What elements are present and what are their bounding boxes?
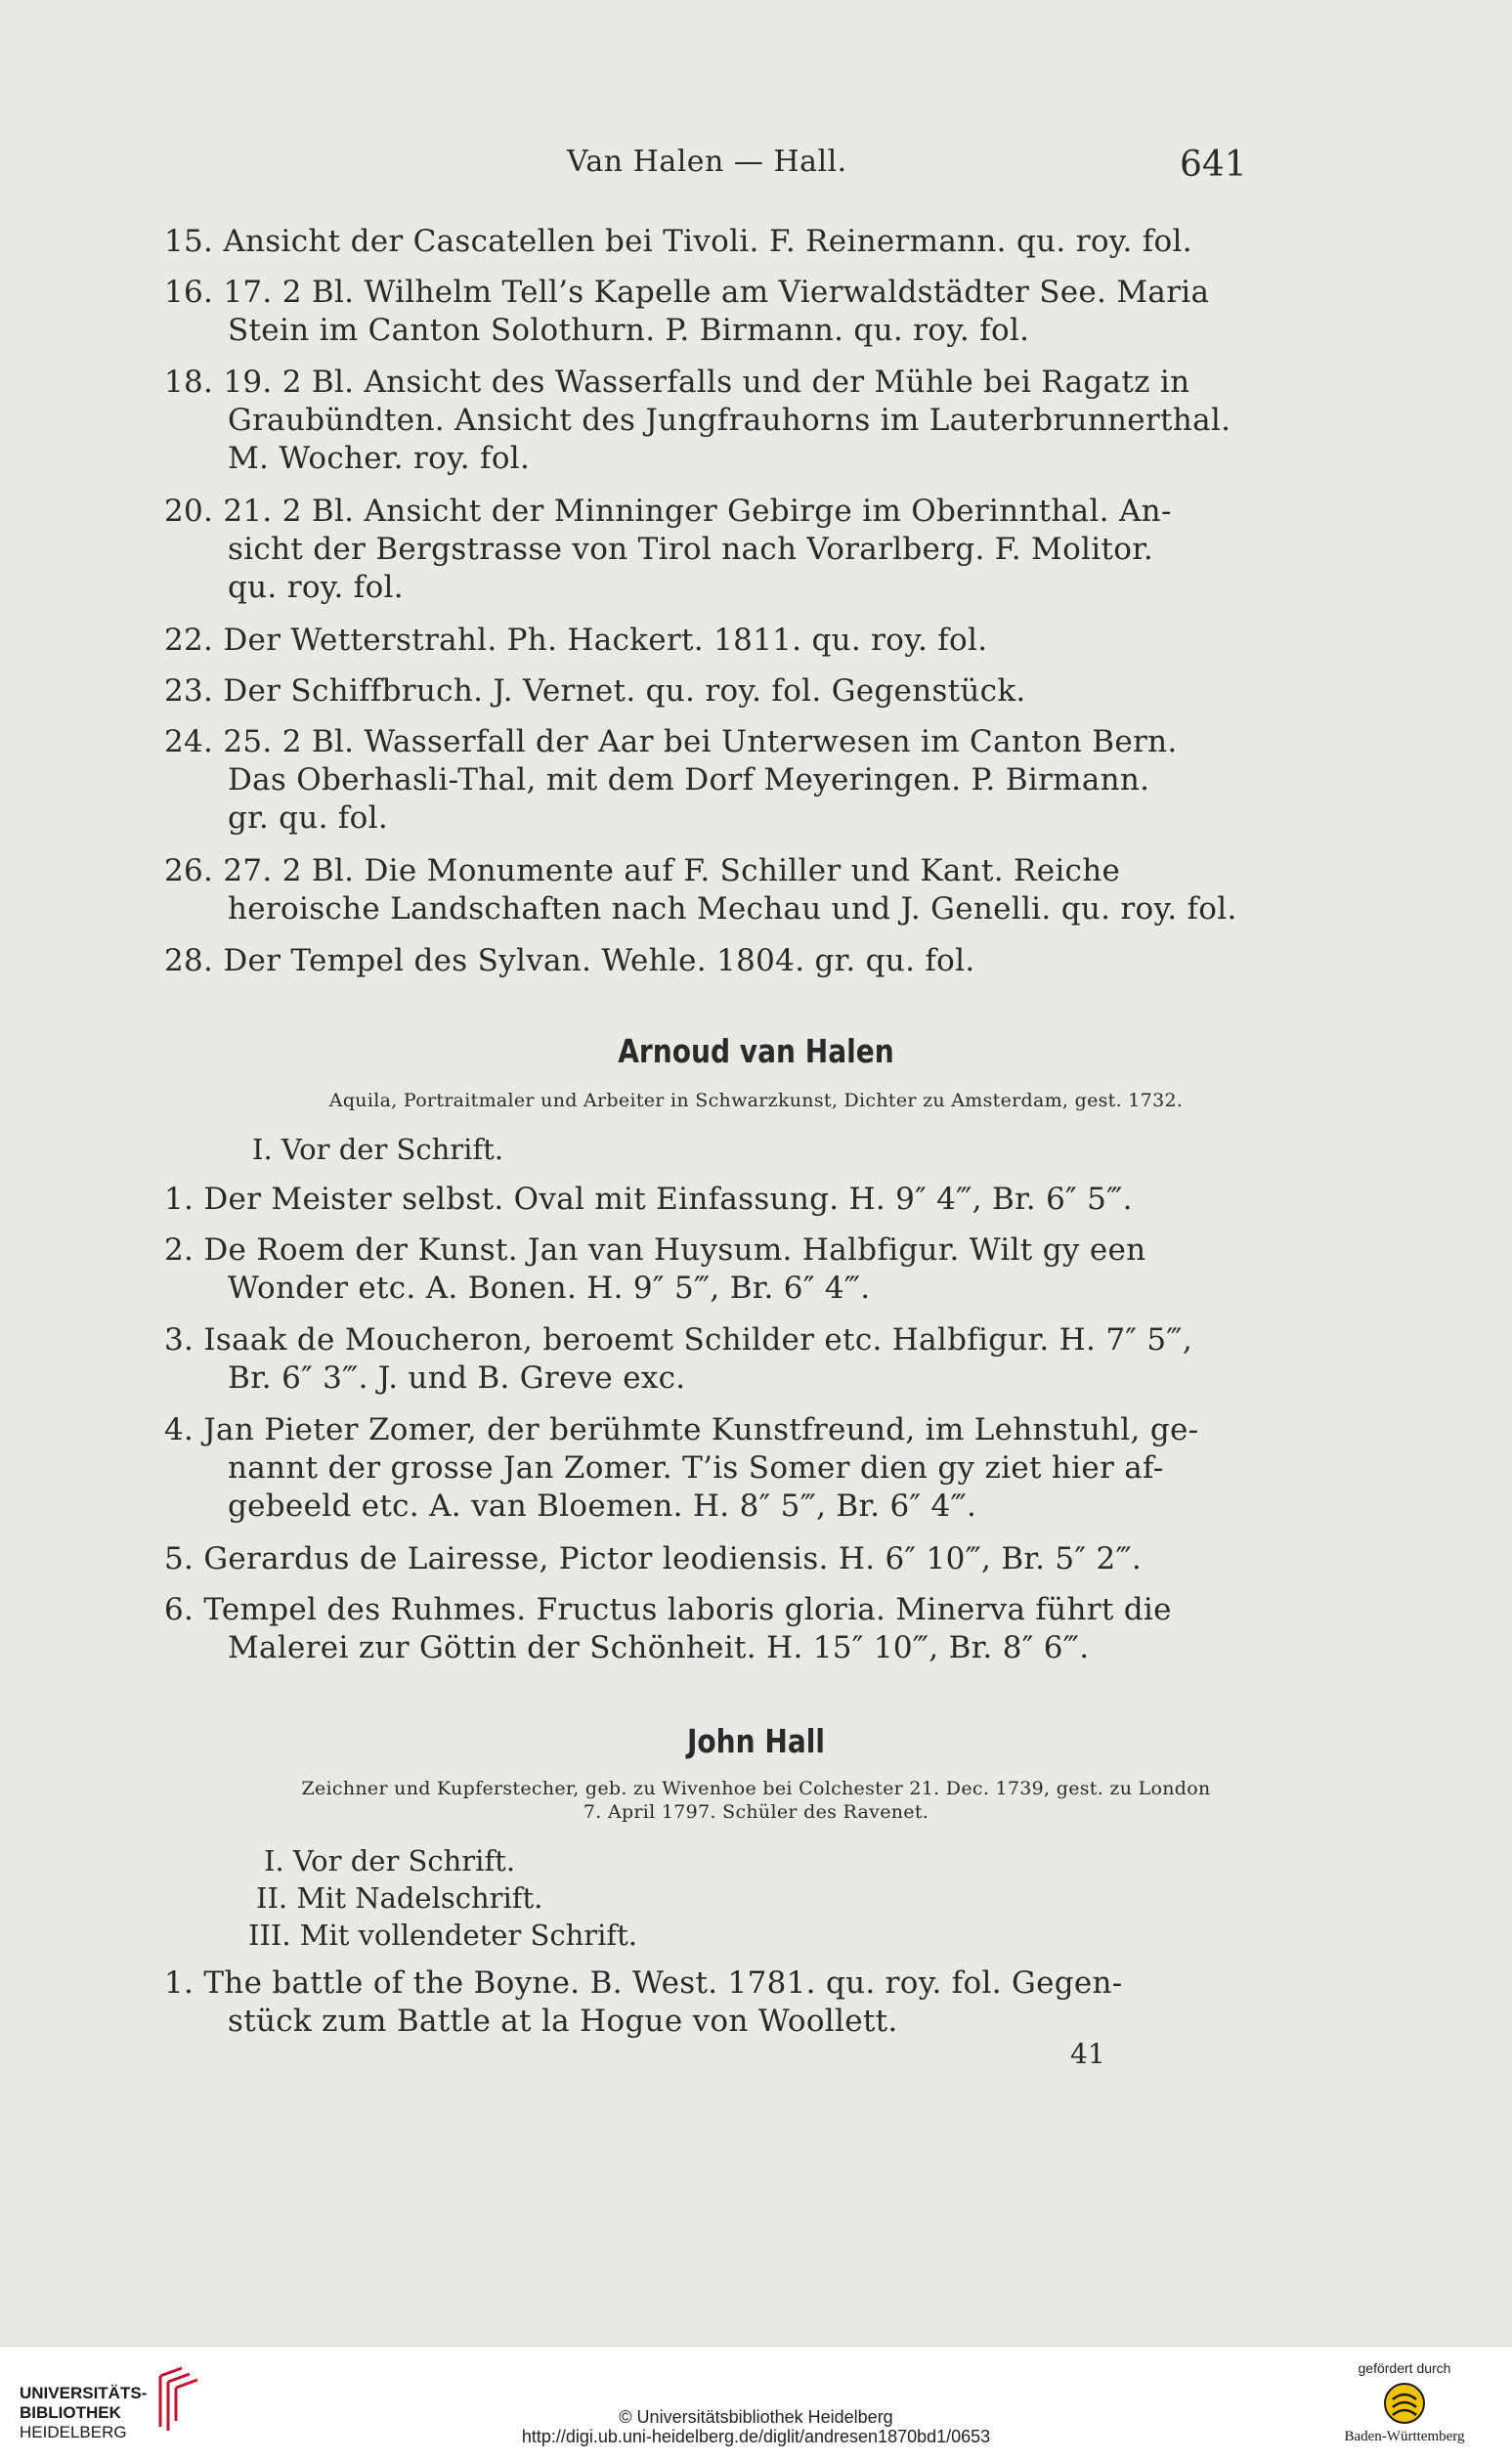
artist-bio: Aquila, Portraitmaler und Arbeiter in Schwarzkunst, Dichter zu Amsterdam, gest. 1732. [328, 1090, 1184, 1111]
page-number: 641 [1180, 145, 1247, 185]
state-label: I. Vor der Schrift. [264, 1844, 516, 1877]
entry-line: 1. Der Meister selbst. Oval mit Einfassung. H. 9″ 4‴, Br. 6″ 5‴. [164, 1182, 1133, 1217]
running-header [0, 145, 1512, 194]
entry-line: gebeeld etc. A. van Bloemen. H. 8″ 5‴, Br. 6″ 4‴. [228, 1489, 977, 1524]
bio-line: 7. April 1797. Schüler des Ravenet. [583, 1801, 929, 1823]
catalog-entry [164, 1411, 1244, 1526]
entry-line: 6. Tempel des Ruhmes. Fructus laboris gloria. Minerva führt die [164, 1592, 1172, 1627]
artist-bio [0, 1777, 1512, 1824]
entry-line: 26. 27. 2 Bl. Die Monumente auf F. Schiller und Kant. Reiche [164, 853, 1121, 888]
library-name-line: HEIDELBERG [20, 2423, 127, 2441]
entry-line: 22. Der Wetterstrahl. Ph. Hackert. 1811. qu. roy. fol. [164, 623, 988, 658]
bio-line: Zeichner und Kupferstecher, geb. zu Wivenhoe bei Colchester 21. Dec. 1739, gest. zu London [301, 1778, 1211, 1799]
entry-line: Graubündten. Ansicht des Jungfrauhorns im Lauterbrunnerthal. [228, 403, 1231, 438]
entry-line: 15. Ansicht der Cascatellen bei Tivoli. F. Reinermann. qu. roy. fol. [164, 224, 1192, 259]
entry-line: heroische Landschaften nach Mechau und J. Genelli. qu. roy. fol. [228, 891, 1237, 927]
catalog-entry [164, 493, 1244, 607]
entry-line: 23. Der Schiffbruch. J. Vernet. qu. roy. fol. Gegenstück. [164, 673, 1026, 709]
entry-line: 20. 21. 2 Bl. Ansicht der Minninger Gebirge im Oberinnthal. An- [164, 494, 1172, 529]
entry-line: 5. Gerardus de Lairesse, Pictor leodiensis. H. 6″ 10‴, Br. 5″ 2‴. [164, 1541, 1143, 1576]
header-title: Van Halen — Hall. [567, 145, 847, 179]
entry-line: 2. De Roem der Kunst. Jan van Huysum. Halbfigur. Wilt gy een [164, 1232, 1146, 1268]
entry-line: nannt der grosse Jan Zomer. T’is Somer dien gy ziet hier af- [228, 1450, 1164, 1486]
library-name-line: BIBLIOTHEK [20, 2403, 121, 2422]
catalog-entry [164, 1231, 1244, 1308]
catalog-entry [164, 1321, 1244, 1398]
entry-line: Das Oberhasli-Thal, mit dem Dorf Meyeringen. P. Birmann. [228, 762, 1150, 798]
catalog-entry [164, 1591, 1244, 1667]
entry-line: 18. 19. 2 Bl. Ansicht des Wasserfalls und der Mühle bei Ragatz in [164, 365, 1190, 400]
entry-line: Br. 6″ 3‴. J. und B. Greve exc. [228, 1360, 686, 1396]
funder-name: Baden-Württemberg [1344, 2429, 1465, 2444]
entry-line: qu. roy. fol. [228, 570, 404, 605]
funded-by-label: gefördert durch [1358, 2360, 1451, 2376]
entry-line: 1. The battle of the Boyne. B. West. 1781. qu. roy. fol. Gegen- [164, 1965, 1123, 2001]
catalog-entry [164, 274, 1244, 350]
catalog-entry [164, 1540, 1244, 1578]
catalog-entry [164, 622, 1244, 660]
entry-line: 24. 25. 2 Bl. Wasserfall der Aar bei Unterwesen im Canton Bern. [164, 724, 1178, 759]
entry-line: M. Wocher. roy. fol. [228, 441, 531, 476]
entry-line: Malerei zur Göttin der Schönheit. H. 15″ 10‴, Br. 8″ 6‴. [228, 1630, 1090, 1665]
copyright-block [0, 2407, 1512, 2446]
library-name-line: UNIVERSITÄTS- [20, 2384, 148, 2402]
state-label: I. Vor der Schrift. [252, 1133, 504, 1166]
catalog-entry [164, 364, 1244, 478]
catalog-entry [164, 942, 1244, 980]
entry-line: sicht der Bergstrasse von Tirol nach Vorarlberg. F. Molitor. [228, 532, 1154, 567]
catalog-entry [164, 1964, 1244, 2041]
catalog-entry [164, 672, 1244, 711]
entry-line: Stein im Canton Solothurn. P. Birmann. qu. roy. fol. [228, 313, 1030, 348]
catalog-entry [164, 852, 1244, 928]
artist-heading: Arnoud van Halen [618, 1032, 894, 1070]
catalog-entry [164, 1181, 1244, 1219]
entry-line: 3. Isaak de Moucheron, beroemt Schilder etc. Halbfigur. H. 7″ 5‴, [164, 1322, 1192, 1358]
entry-line: stück zum Battle at la Hogue von Woollett. [228, 2004, 898, 2039]
copyright-text: © Universitätsbibliothek Heidelberg [619, 2407, 893, 2427]
artist-heading: John Hall [686, 1722, 826, 1760]
state-label: II. Mit Nadelschrift. [256, 1881, 543, 1915]
entry-line: gr. qu. fol. [228, 800, 388, 836]
entry-line: 28. Der Tempel des Sylvan. Wehle. 1804. gr. qu. fol. [164, 943, 975, 978]
catalog-entry [164, 223, 1244, 261]
footer-bar [0, 2346, 1512, 2460]
entry-line: 4. Jan Pieter Zomer, der berühmte Kunstfreund, im Lehnstuhl, ge- [164, 1412, 1199, 1447]
signature-mark: 41 [1070, 2038, 1105, 2070]
catalog-entry [164, 723, 1244, 838]
state-label: III. Mit vollendeter Schrift. [248, 1919, 638, 1952]
entry-line: 16. 17. 2 Bl. Wilhelm Tell’s Kapelle am Vierwaldstädter See. Maria [164, 275, 1210, 310]
coat-of-arms-icon [1380, 2380, 1429, 2427]
entry-line: Wonder etc. A. Bonen. H. 9″ 5‴, Br. 6″ 4‴. [228, 1271, 871, 1306]
permalink-url[interactable]: http://digi.ub.uni-heidelberg.de/diglit/andresen1870bd1/0653 [521, 2427, 991, 2446]
